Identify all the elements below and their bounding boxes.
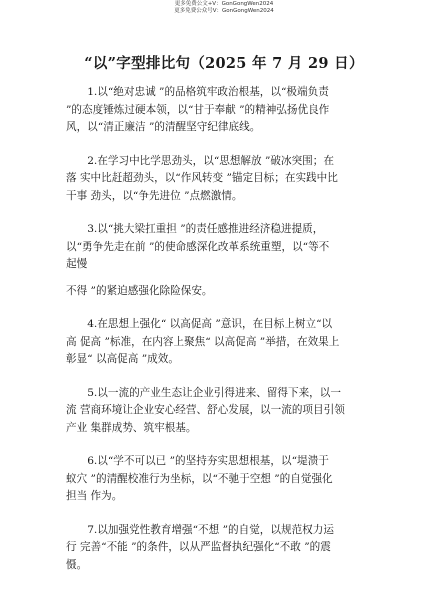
paragraph-line: 蚁穴 ”的清醒校准行为坐标，以“不驰于空想 ”的自觉强化	[66, 472, 333, 485]
paragraph-line: 干事 劲头，以“争先进位 ”点燃激情。	[66, 189, 243, 202]
paragraph-line: 担当 作为。	[66, 490, 123, 502]
paragraph-2	[66, 153, 384, 206]
header-line-2: 更多免费公众号V：GonGongWen2024	[174, 8, 274, 14]
header-line-1: 更多免费公文+V：GonGongWen2024	[174, 1, 274, 7]
paragraph-line: 2.在学习中比学思劲头，以“思想解放 ”破冰突围；在	[87, 154, 334, 167]
paragraph-1	[66, 84, 384, 137]
paragraph-line: 5.以一流的产业生态让企业引得进来、留得下来，以一	[87, 386, 341, 399]
paragraph-line: 行 完善“不能 ”的条件，以从严监督执纪强化“不敢 ”的震	[66, 541, 331, 553]
paragraph-7	[66, 522, 384, 575]
paragraph-line: 慑。	[66, 558, 88, 571]
paragraph-line: 7.以加强党性教育增强“不想 ”的自觉，以规范权力运	[87, 523, 334, 536]
paragraph-4	[66, 316, 384, 369]
paragraph-line: ”的态度锤炼过硬本领，以“甘于奉献 ”的精神弘扬优良作	[66, 103, 330, 116]
paragraph-line: 落 实中比赶超劲头，以“作风转变 ”锚定目标；在实践中比	[66, 172, 338, 184]
document-title: “以”字型排比句（2025 年 7 月 29 日）	[84, 55, 364, 72]
paragraph-line: 高 促高 ”标准，在内容上聚焦“ 以高促高 ”举措，在效果上	[66, 335, 340, 348]
paragraph-line: 起慢	[66, 258, 88, 270]
paragraph-3	[66, 221, 384, 300]
paragraph-line: 产业 集群成势、筑牢根基。	[66, 421, 197, 434]
paragraph-line: 流 营商环境让企业安心经营、舒心发展，以一流的项目引领	[66, 404, 345, 416]
paragraph-line: 不得 ”的紧迫感强化除险保安。	[66, 284, 213, 297]
document-body	[66, 84, 384, 590]
paragraph-line: 以“勇争先走在前 ”的使命感深化改革系统重塑，以“等不	[66, 240, 330, 253]
paragraph-6	[66, 453, 384, 506]
paragraph-line: 6.以“学不可以已 ”的坚持夯实思想根基，以“堤溃于	[87, 455, 329, 467]
paragraph-5	[66, 385, 384, 438]
paragraph-line: 1.以“绝对忠诚 ”的品格筑牢政治根基，以“极端负责	[87, 86, 329, 98]
paragraph-line: 风，以“清正廉洁 ”的清醒坚守纪律底线。	[66, 121, 261, 133]
paragraph-line: 彰显“ 以高促高 ”成效。	[66, 353, 179, 365]
paragraph-line: 3.以“挑大梁扛重担 ”的责任感推进经济稳进提质，	[87, 223, 324, 235]
watermark-header	[0, 0, 448, 15]
paragraph-line: 4.在思想上强化“ 以高促高 ”意识，在目标上树立“以	[87, 318, 333, 330]
